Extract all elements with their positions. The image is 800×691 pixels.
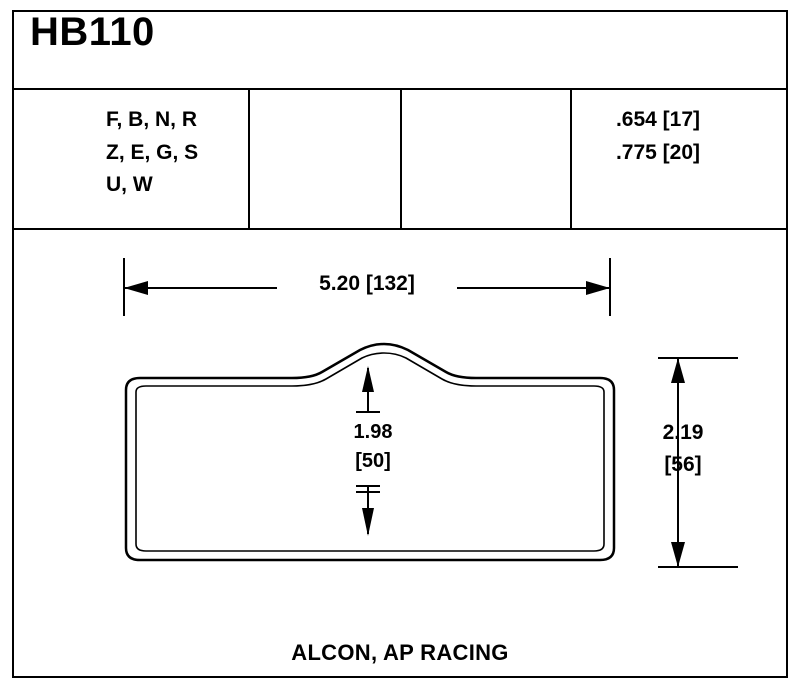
thickness-row: .775 [20] <box>615 140 700 164</box>
part-number: HB110 <box>30 10 155 54</box>
slot-dimension-mm: [50] <box>355 450 391 472</box>
compound-row: Z, E, G, S <box>106 140 199 164</box>
height-dimension-label <box>638 417 728 480</box>
slot-dimension-label <box>318 418 428 476</box>
compound-row: F, B, N, R <box>106 108 198 131</box>
height-dimension-inches: 2.19 <box>662 421 704 444</box>
slot-dimension-inches: 1.98 <box>353 421 393 443</box>
compound-row: U, W <box>106 173 153 197</box>
width-dimension-label: 5.20 [132] <box>277 272 457 296</box>
height-dimension <box>620 355 740 570</box>
brand-label: ALCON, AP RACING <box>291 640 509 665</box>
thickness-row: .654 [17] <box>615 108 700 131</box>
height-dimension-mm: [56] <box>664 452 702 476</box>
